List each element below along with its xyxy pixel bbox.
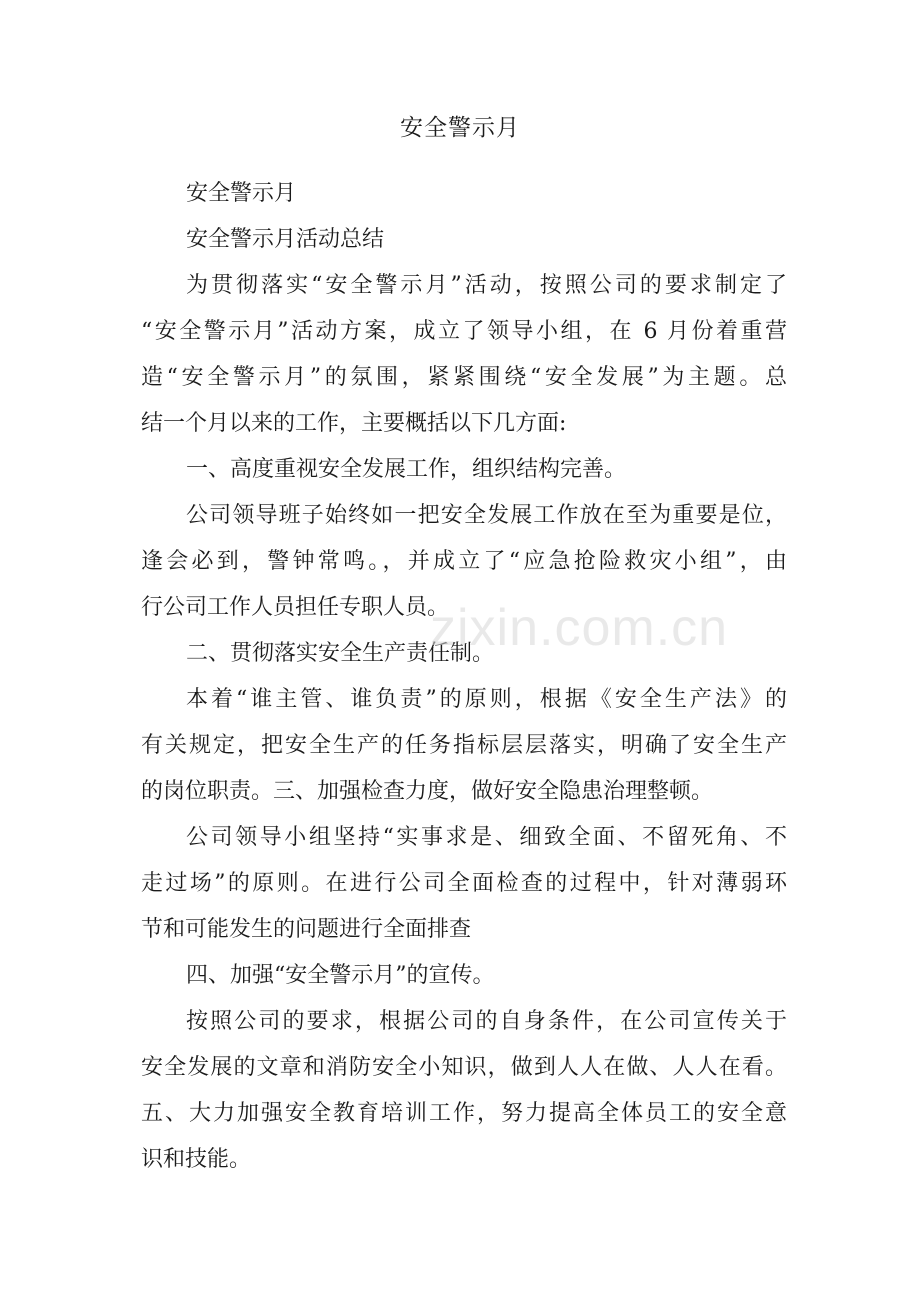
text-line: 二、贯彻落实安全生产责任制。 — [186, 641, 495, 666]
text-line: 安全发展的文章和消防安全小知识，做到人人在做、人人在看。 — [141, 1055, 787, 1080]
text-line: 安全警示月 — [186, 181, 297, 206]
watermark: zixin.com.cn — [430, 599, 729, 657]
text-line: 识和技能。 — [141, 1147, 252, 1172]
text-line: 公司领导小组坚持“实事求是、细致全面、不留死角、不 — [186, 825, 787, 850]
document-title: 安全警示月 — [400, 115, 520, 141]
text-line: 结一个月以来的工作，主要概括以下几方面: — [141, 411, 567, 436]
text-line: 有关规定，把安全生产的任务指标层层落实，明确了安全生产 — [141, 733, 787, 758]
document-body — [141, 171, 787, 1183]
text-line: 四、加强“安全警示月”的宣传。 — [186, 963, 495, 988]
text-line: 行公司工作人员担任专职人员。 — [141, 595, 450, 620]
text-line: 按照公司的要求，根据公司的自身条件，在公司宣传关于 — [186, 1009, 787, 1034]
text-line: 逢会必到，警钟常鸣。，并成立了“应急抢险救灾小组”，由 — [141, 549, 787, 574]
text-line: 一、高度重视安全发展工作，组织结构完善。 — [186, 457, 627, 482]
text-line: 五、大力加强安全教育培训工作，努力提高全体员工的安全意 — [141, 1101, 787, 1126]
text-line: 节和可能发生的问题进行全面排查 — [141, 917, 472, 942]
text-line: 为贯彻落实“安全警示月”活动，按照公司的要求制定了 — [186, 273, 787, 298]
text-line: 公司领导班子始终如一把安全发展工作放在至为重要是位， — [186, 503, 787, 528]
text-line: 造“安全警示月”的氛围，紧紧围绕“安全发展”为主题。总 — [141, 365, 787, 390]
text-line: 的岗位职责。三、加强检查力度，做好安全隐患治理整顿。 — [141, 779, 714, 804]
text-line: 安全警示月活动总结 — [186, 227, 385, 252]
text-line: 走过场”的原则。在进行公司全面检查的过程中，针对薄弱环 — [141, 871, 787, 896]
text-line: “安全警示月”活动方案，成立了领导小组，在 6 月份着重营 — [141, 319, 787, 344]
text-line: 本着“谁主管、谁负责”的原则，根据《安全生产法》的 — [186, 687, 787, 712]
